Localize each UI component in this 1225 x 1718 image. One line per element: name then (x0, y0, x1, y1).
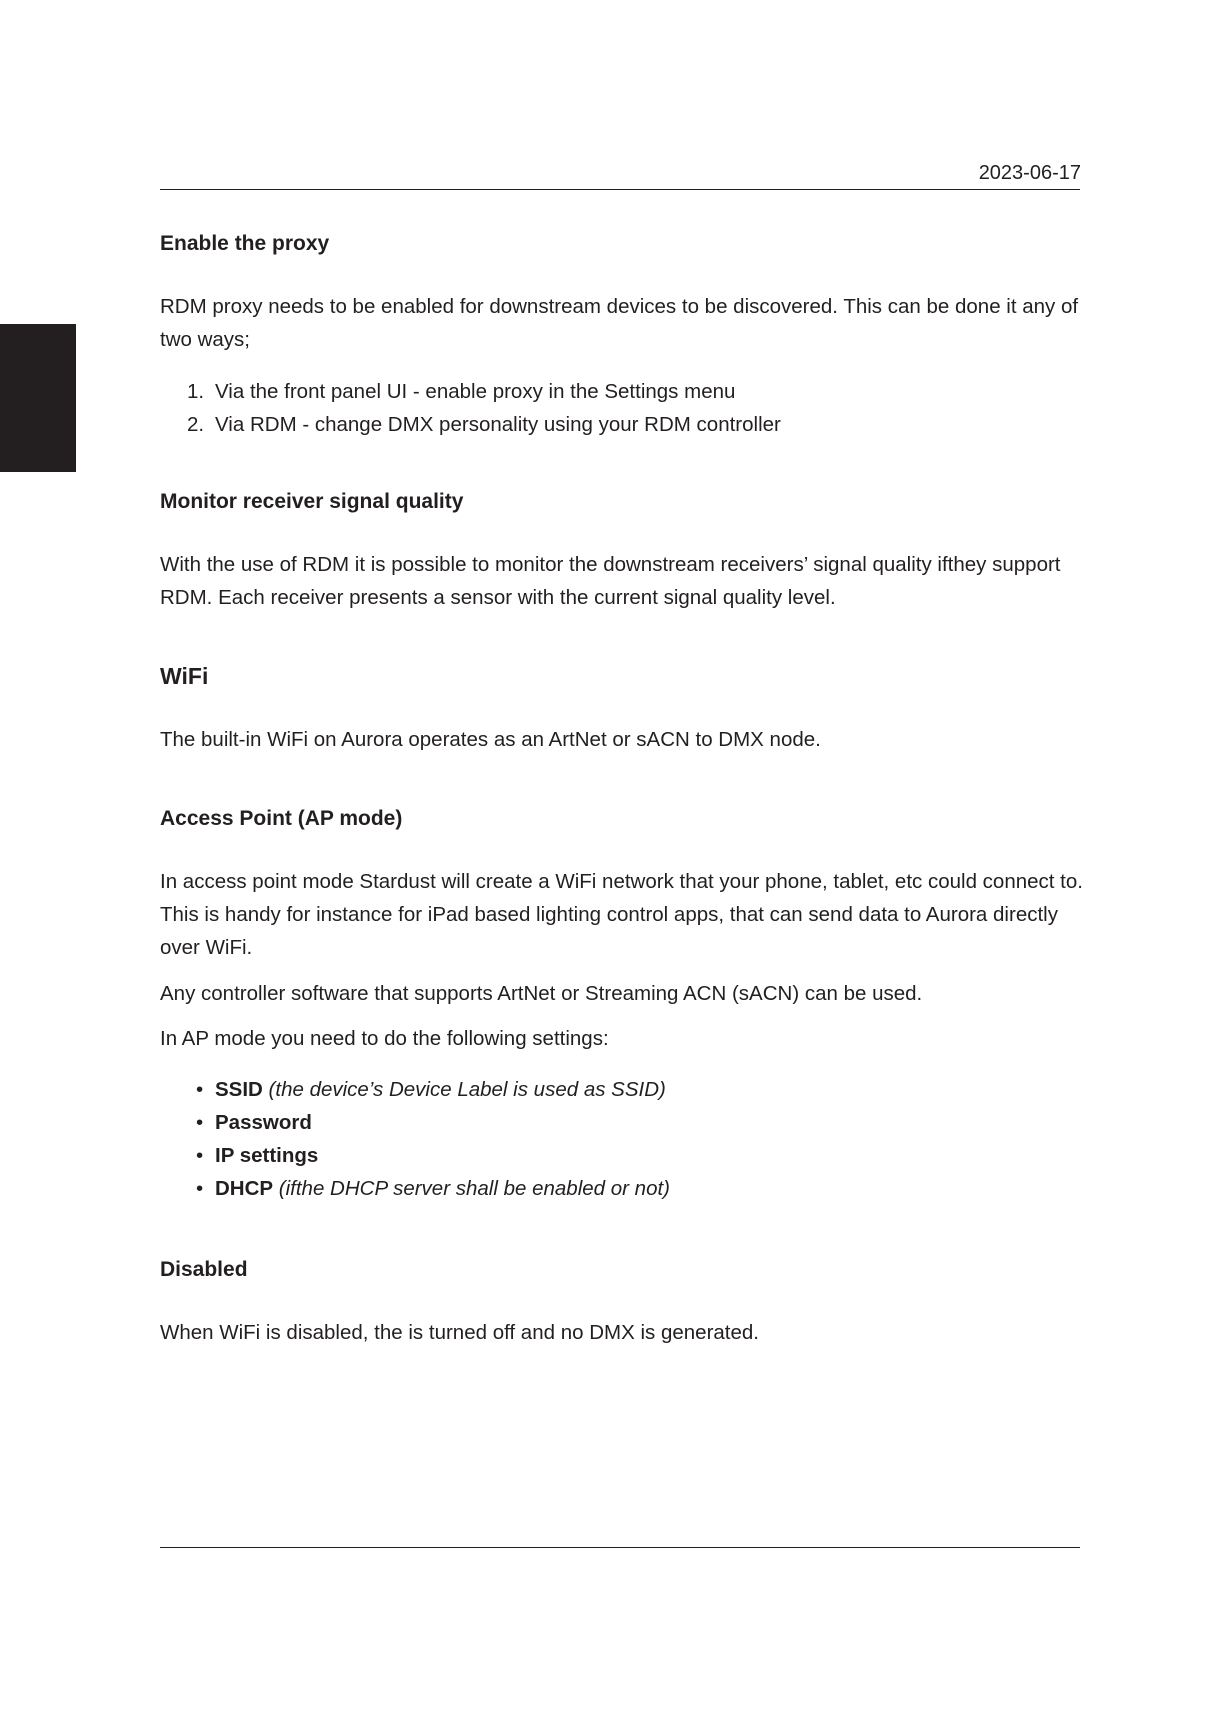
list-item-text: Via RDM - change DMX personality using your RDM controller (215, 413, 781, 436)
bullet: • (196, 1078, 204, 1101)
wifi-paragraph: The built-in WiFi on Aurora operates as an ArtNet or sACN to DMX node. (160, 728, 821, 751)
setting-note: (the device’s Device Label is used as SSID) (262, 1078, 666, 1101)
setting-term: IP settings (215, 1144, 319, 1167)
heading-access-point: Access Point (AP mode) (160, 807, 403, 830)
list-item (160, 375, 1084, 408)
chapter-tab-marker (0, 324, 76, 472)
setting-term: Password (215, 1111, 312, 1134)
list-item-text: Via the front panel UI - enable proxy in the Settings menu (215, 380, 736, 403)
setting-term: DHCP (215, 1177, 274, 1200)
list-item (160, 1106, 1084, 1139)
heading-wifi: WiFi (160, 663, 209, 689)
enable-proxy-paragraph: RDM proxy needs to be enabled for downstream devices to be discovered. This can be done it any of two ways; (160, 295, 1079, 351)
enable-proxy-steps (160, 375, 1084, 441)
list-item (160, 408, 1084, 441)
heading-monitor-signal: Monitor receiver signal quality (160, 490, 464, 513)
bullet: • (196, 1144, 204, 1167)
disabled-paragraph: When WiFi is disabled, the is turned off and no DMX is generated. (160, 1321, 759, 1344)
setting-note: (ifthe DHCP server shall be enabled or not) (273, 1177, 670, 1200)
header-date: 2023-06-17 (978, 162, 1081, 184)
setting-term: SSID (215, 1078, 263, 1101)
access-point-software-paragraph: Any controller software that supports ArtNet or Streaming ACN (sACN) can be used. (160, 982, 923, 1005)
access-point-paragraph: In access point mode Stardust will create a WiFi network that your phone, tablet, etc could connect to. This is handy for instance for iPad based lighting control apps, that can send data to Aurora directly over WiFi. (160, 870, 1083, 959)
access-point-settings-intro: In AP mode you need to do the following settings: (160, 1027, 609, 1050)
bullet: • (196, 1177, 204, 1200)
list-item (160, 1073, 1084, 1106)
footer-rule (160, 1547, 1080, 1548)
access-point-settings-list (160, 1073, 1084, 1205)
heading-enable-proxy: Enable the proxy (160, 232, 330, 255)
bullet: • (196, 1111, 204, 1134)
header-rule (160, 189, 1080, 190)
monitor-signal-paragraph: With the use of RDM it is possible to monitor the downstream receivers’ signal quality ifthey support RDM. Each receiver presents a sensor with the current signal quality level. (160, 553, 1061, 609)
heading-disabled: Disabled (160, 1258, 248, 1281)
list-number: 2. (187, 413, 205, 436)
list-number: 1. (187, 380, 205, 403)
list-item (160, 1172, 1084, 1205)
list-item (160, 1139, 1084, 1172)
